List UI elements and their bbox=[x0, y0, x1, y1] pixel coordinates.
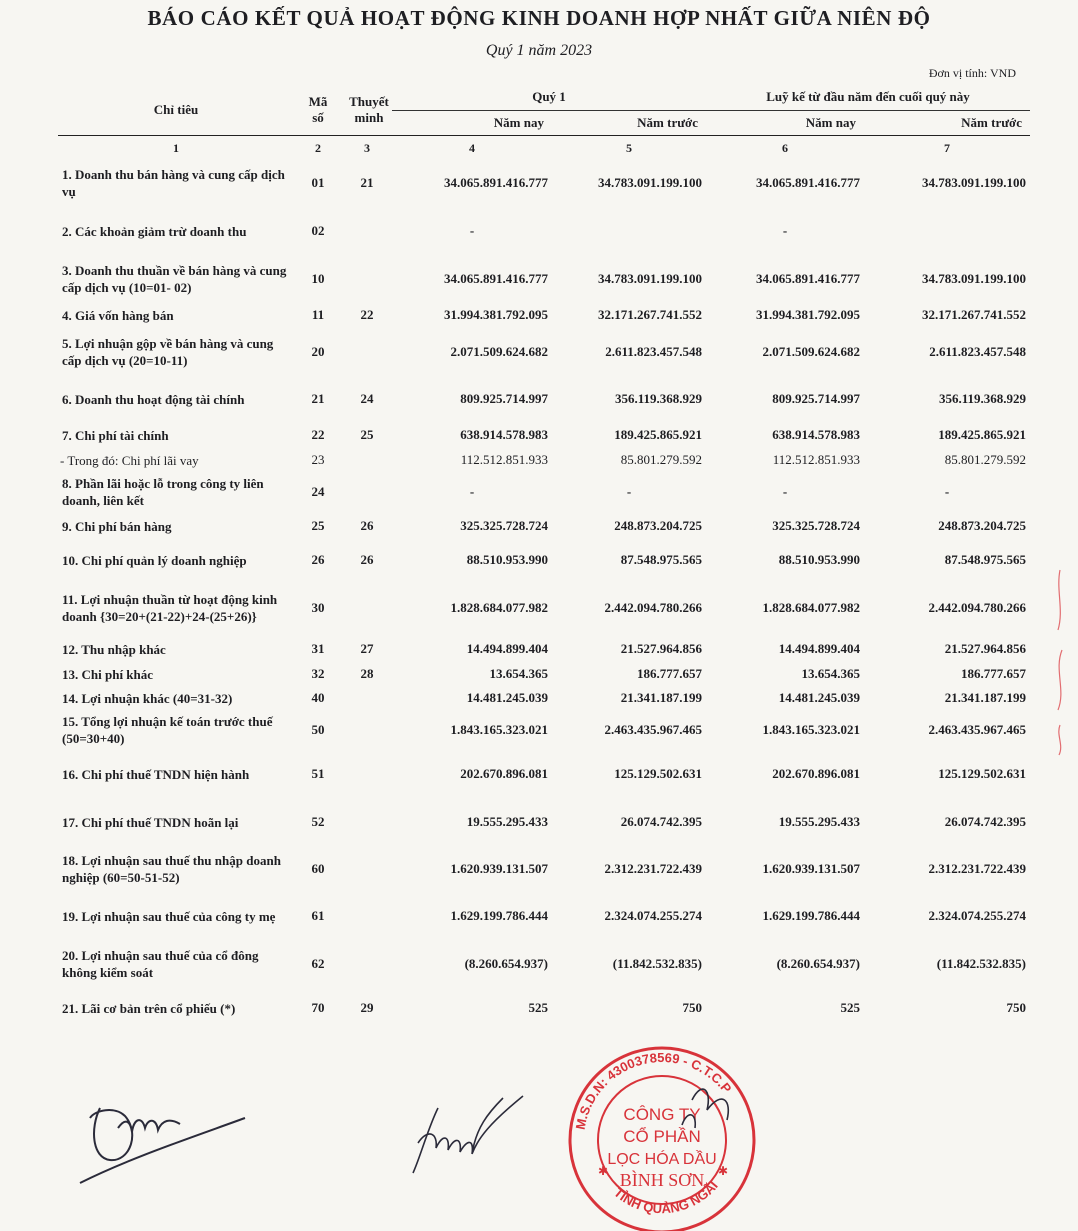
ytd-prior-year-value: 2.611.823.457.548 bbox=[929, 344, 1026, 359]
line-item-note: 28 bbox=[360, 666, 374, 681]
report-period: Quý 1 năm 2023 bbox=[485, 42, 593, 59]
margin-initials-icon bbox=[1048, 560, 1072, 760]
line-item-code: 62 bbox=[311, 956, 325, 971]
line-item-note: 26 bbox=[360, 518, 374, 533]
quarter-this-year-value: 112.512.851.933 bbox=[460, 452, 548, 467]
quarter-this-year-value: 2.071.509.624.682 bbox=[450, 344, 548, 359]
quarter-prior-year-value: 21.341.187.199 bbox=[620, 690, 702, 705]
quarter-this-year-value: 34.065.891.416.777 bbox=[444, 271, 548, 286]
line-item-note bbox=[342, 472, 392, 512]
quarter-this-year-value: - bbox=[469, 223, 475, 238]
line-item-note: 25 bbox=[360, 427, 374, 442]
line-item-code: 25 bbox=[311, 518, 325, 533]
ytd-prior-year-value: 87.548.975.565 bbox=[944, 552, 1026, 567]
line-item-label: 17. Chi phí thuế TNDN hoãn lại bbox=[62, 814, 239, 830]
line-item-label: 20. Lợi nhuận sau thuế của cổ đông không kiểm soát bbox=[62, 948, 259, 980]
line-item-code: 26 bbox=[311, 552, 325, 567]
stamp-ring-top-text: M.S.D.N: 4300378569 - C.T.C.P bbox=[572, 1049, 735, 1131]
ytd-this-year-value: 2.071.509.624.682 bbox=[762, 344, 860, 359]
line-item-code: 10 bbox=[311, 271, 325, 286]
line-item-note bbox=[342, 750, 392, 798]
line-item-label: 12. Thu nhập khác bbox=[62, 641, 166, 657]
header-quarter-prior-year: Năm trước bbox=[637, 115, 698, 130]
quarter-prior-year-value: 356.119.368.929 bbox=[614, 391, 702, 406]
quarter-this-year-value: 1.620.939.131.507 bbox=[450, 861, 548, 876]
signature-preparer-icon bbox=[70, 1088, 270, 1188]
quarter-prior-year-value: 248.873.204.725 bbox=[614, 518, 702, 533]
ytd-prior-year-value: 750 bbox=[1006, 1000, 1026, 1015]
line-item-note: 21 bbox=[360, 175, 374, 190]
quarter-prior-year-value: 34.783.091.199.100 bbox=[598, 271, 702, 286]
company-seal-icon bbox=[562, 1040, 762, 1231]
line-item-note bbox=[342, 846, 392, 892]
ytd-prior-year-value: 34.783.091.199.100 bbox=[922, 271, 1026, 286]
header-note-text: Thuyết minh bbox=[349, 93, 389, 125]
table-row bbox=[58, 448, 1030, 472]
stamp-line: CÔNG TY bbox=[623, 1105, 701, 1124]
line-item-label: - Trong đó: Chi phí lãi vay bbox=[60, 452, 199, 468]
line-item-note bbox=[342, 710, 392, 750]
line-item-code: 30 bbox=[311, 600, 325, 615]
stamp-star-icon: ✱ bbox=[598, 1164, 609, 1178]
stamp-star-icon: ✱ bbox=[718, 1164, 729, 1178]
line-item-code: 20 bbox=[311, 344, 325, 359]
header-quarter-this-year: Năm nay bbox=[493, 115, 544, 130]
quarter-prior-year-value: 2.442.094.780.266 bbox=[604, 600, 702, 615]
header-ytd-prior-year: Năm trước bbox=[961, 115, 1022, 130]
line-item-code: 32 bbox=[311, 666, 325, 681]
ytd-this-year-value: 14.481.245.039 bbox=[778, 690, 860, 705]
ytd-this-year-value: 638.914.578.983 bbox=[772, 427, 860, 442]
line-item-note bbox=[342, 206, 392, 256]
column-number: 2 bbox=[315, 140, 321, 155]
quarter-prior-year-value: 186.777.657 bbox=[637, 666, 702, 681]
quarter-prior-year-value: 189.425.865.921 bbox=[614, 427, 702, 442]
header-group-quarter: Quý 1 bbox=[392, 84, 706, 111]
ytd-prior-year-value: 26.074.742.395 bbox=[944, 814, 1026, 829]
line-item-note: 22 bbox=[360, 307, 374, 322]
quarter-this-year-value: 14.494.899.404 bbox=[466, 641, 548, 656]
line-item-label: 4. Giá vốn hàng bán bbox=[62, 307, 174, 323]
table-row bbox=[58, 540, 1030, 580]
line-item-label: 8. Phần lãi hoặc lỗ trong công ty liên doanh, liên kết bbox=[62, 476, 264, 508]
column-number: 3 bbox=[364, 140, 370, 155]
table-row bbox=[58, 710, 1030, 750]
line-item-note bbox=[342, 686, 392, 710]
line-item-code: 11 bbox=[311, 307, 325, 322]
ytd-this-year-value: 88.510.953.990 bbox=[778, 552, 860, 567]
column-number: 6 bbox=[782, 140, 788, 155]
line-item-code: 31 bbox=[311, 641, 325, 656]
ytd-prior-year-value: 21.527.964.856 bbox=[944, 641, 1026, 656]
ytd-prior-year-value bbox=[864, 206, 1030, 256]
ytd-this-year-value: 34.065.891.416.777 bbox=[756, 175, 860, 190]
line-item-label: 2. Các khoản giảm trừ doanh thu bbox=[62, 223, 247, 239]
line-item-label: 3. Doanh thu thuần về bán hàng và cung cấp dịch vụ (10=01- 02) bbox=[62, 263, 287, 295]
quarter-this-year-value: 34.065.891.416.777 bbox=[444, 175, 548, 190]
line-item-note: 26 bbox=[360, 552, 374, 567]
ytd-this-year-value: 1.843.165.323.021 bbox=[762, 722, 860, 737]
table-row bbox=[58, 636, 1030, 662]
line-item-note: 29 bbox=[360, 1000, 374, 1015]
line-item-note bbox=[342, 580, 392, 636]
line-item-code: 01 bbox=[311, 175, 325, 190]
table-row bbox=[58, 376, 1030, 422]
header-ytd-this-year: Năm nay bbox=[805, 115, 856, 130]
line-item-code: 02 bbox=[311, 223, 325, 238]
column-number-row bbox=[58, 136, 1030, 161]
ytd-prior-year-value: 248.873.204.725 bbox=[938, 518, 1026, 533]
ytd-this-year-value: 1.629.199.786.444 bbox=[762, 908, 860, 923]
ytd-this-year-value: 1.828.684.077.982 bbox=[762, 600, 860, 615]
line-item-note bbox=[342, 940, 392, 988]
header-code bbox=[294, 84, 342, 136]
ytd-this-year-value: 809.925.714.997 bbox=[772, 391, 860, 406]
line-item-label: 7. Chi phí tài chính bbox=[62, 427, 169, 443]
line-item-label: 11. Lợi nhuận thuần từ hoạt động kinh doanh {30=20+(21-22)+24-(25+26)} bbox=[62, 592, 278, 624]
quarter-prior-year-value: 750 bbox=[682, 1000, 702, 1015]
stamp-line: CỔ PHẦN bbox=[623, 1127, 701, 1146]
ytd-this-year-value: 325.325.728.724 bbox=[772, 518, 860, 533]
table-row bbox=[58, 472, 1030, 512]
table-row bbox=[58, 206, 1030, 256]
line-item-note bbox=[342, 256, 392, 302]
quarter-prior-year-value: 2.463.435.967.465 bbox=[604, 722, 702, 737]
ytd-prior-year-value: - bbox=[944, 484, 950, 499]
table-row bbox=[58, 580, 1030, 636]
quarter-this-year-value: 1.828.684.077.982 bbox=[450, 600, 548, 615]
ytd-prior-year-value: 2.442.094.780.266 bbox=[928, 600, 1026, 615]
header-group-ytd: Luỹ kế từ đầu năm đến cuối quý này bbox=[706, 84, 1030, 111]
stamp-ring-bottom-text: TỈNH QUẢNG NGÃI bbox=[611, 1178, 721, 1217]
table-row bbox=[58, 328, 1030, 376]
line-item-code: 60 bbox=[311, 861, 325, 876]
line-item-label: 18. Lợi nhuận sau thuế thu nhập doanh nghiệp (60=50-51-52) bbox=[62, 853, 281, 885]
header-item: Chỉ tiêu bbox=[153, 101, 199, 117]
signature-chief-accountant-icon bbox=[408, 1088, 528, 1183]
ytd-prior-year-value: (11.842.532.835) bbox=[936, 956, 1026, 971]
quarter-prior-year-value: 26.074.742.395 bbox=[620, 814, 702, 829]
table-row bbox=[58, 940, 1030, 988]
quarter-prior-year-value: 2.611.823.457.548 bbox=[605, 344, 702, 359]
quarter-prior-year-value: - bbox=[626, 484, 632, 499]
table-row bbox=[58, 256, 1030, 302]
line-item-label: 9. Chi phí bán hàng bbox=[62, 518, 172, 534]
column-number: 5 bbox=[626, 140, 632, 155]
ytd-this-year-value: 13.654.365 bbox=[801, 666, 860, 681]
quarter-prior-year-value: 87.548.975.565 bbox=[620, 552, 702, 567]
ytd-prior-year-value: 186.777.657 bbox=[961, 666, 1026, 681]
quarter-prior-year-value bbox=[552, 206, 706, 256]
ytd-this-year-value: 525 bbox=[840, 1000, 860, 1015]
currency-unit-label: Đơn vị tính: VND bbox=[928, 66, 1016, 80]
ytd-this-year-value: - bbox=[782, 484, 788, 499]
ytd-prior-year-value: 125.129.502.631 bbox=[938, 766, 1026, 781]
ytd-this-year-value: 112.512.851.933 bbox=[772, 452, 860, 467]
quarter-prior-year-value: 2.324.074.255.274 bbox=[604, 908, 702, 923]
line-item-code: 21 bbox=[311, 391, 325, 406]
ytd-prior-year-value: 32.171.267.741.552 bbox=[922, 307, 1026, 322]
table-row bbox=[58, 750, 1030, 798]
ytd-this-year-value: 19.555.295.433 bbox=[778, 814, 860, 829]
ytd-this-year-value: 14.494.899.404 bbox=[778, 641, 860, 656]
table-row bbox=[58, 160, 1030, 206]
line-item-code: 50 bbox=[311, 722, 325, 737]
quarter-this-year-value: 14.481.245.039 bbox=[466, 690, 548, 705]
page-title: BÁO CÁO KẾT QUẢ HOẠT ĐỘNG KINH DOANH HỢP NHẤT GIỮA NIÊN ĐỘ bbox=[147, 6, 931, 30]
table-row bbox=[58, 422, 1030, 448]
stamp-line: BÌNH SƠN bbox=[619, 1170, 705, 1190]
ytd-prior-year-value: 2.324.074.255.274 bbox=[928, 908, 1026, 923]
line-item-code: 40 bbox=[311, 690, 325, 705]
quarter-prior-year-value: 85.801.279.592 bbox=[620, 452, 702, 467]
quarter-prior-year-value: 2.312.231.722.439 bbox=[604, 861, 702, 876]
table-row bbox=[58, 798, 1030, 846]
quarter-this-year-value: 638.914.578.983 bbox=[460, 427, 548, 442]
ytd-prior-year-value: 189.425.865.921 bbox=[938, 427, 1026, 442]
quarter-this-year-value: - bbox=[469, 484, 475, 499]
quarter-this-year-value: 88.510.953.990 bbox=[466, 552, 548, 567]
quarter-this-year-value: 19.555.295.433 bbox=[466, 814, 548, 829]
line-item-label: 15. Tổng lợi nhuận kế toán trước thuế (50=30+40) bbox=[62, 714, 273, 746]
line-item-note bbox=[342, 328, 392, 376]
quarter-this-year-value: 202.670.896.081 bbox=[460, 766, 548, 781]
table-row bbox=[58, 988, 1030, 1028]
quarter-this-year-value: 1.843.165.323.021 bbox=[450, 722, 548, 737]
header-note bbox=[342, 84, 392, 136]
line-item-label: 21. Lãi cơ bản trên cổ phiếu (*) bbox=[62, 1000, 236, 1016]
line-item-code: 70 bbox=[311, 1000, 325, 1015]
quarter-this-year-value: 525 bbox=[528, 1000, 548, 1015]
line-item-note: 24 bbox=[360, 391, 374, 406]
ytd-prior-year-value: 2.312.231.722.439 bbox=[928, 861, 1026, 876]
ytd-prior-year-value: 2.463.435.967.465 bbox=[928, 722, 1026, 737]
line-item-code: 24 bbox=[311, 484, 325, 499]
line-item-note bbox=[342, 892, 392, 940]
line-item-label: 14. Lợi nhuận khác (40=31-32) bbox=[62, 690, 233, 706]
ytd-this-year-value: 34.065.891.416.777 bbox=[756, 271, 860, 286]
table-row bbox=[58, 846, 1030, 892]
table-row bbox=[58, 512, 1030, 540]
table-row bbox=[58, 302, 1030, 328]
column-number: 4 bbox=[469, 140, 475, 155]
table-row bbox=[58, 662, 1030, 686]
stamp-line: LỌC HÓA DẦU bbox=[607, 1151, 717, 1168]
ytd-this-year-value: 31.994.381.792.095 bbox=[756, 307, 860, 322]
header-code-text: Mã số bbox=[308, 93, 328, 125]
quarter-this-year-value: 1.629.199.786.444 bbox=[450, 908, 548, 923]
line-item-label: 13. Chi phí khác bbox=[62, 666, 154, 682]
line-item-label: 10. Chi phí quản lý doanh nghiệp bbox=[62, 552, 247, 568]
quarter-this-year-value: 31.994.381.792.095 bbox=[444, 307, 548, 322]
line-item-label: 16. Chi phí thuế TNDN hiện hành bbox=[62, 766, 250, 782]
line-item-label: 6. Doanh thu hoạt động tài chính bbox=[62, 391, 245, 407]
line-item-note bbox=[342, 798, 392, 846]
quarter-this-year-value: 13.654.365 bbox=[489, 666, 548, 681]
quarter-prior-year-value: 21.527.964.856 bbox=[620, 641, 702, 656]
ytd-this-year-value: (8.260.654.937) bbox=[776, 956, 860, 971]
line-item-code: 51 bbox=[311, 766, 325, 781]
table-row bbox=[58, 892, 1030, 940]
line-item-code: 22 bbox=[311, 427, 325, 442]
quarter-prior-year-value: 125.129.502.631 bbox=[614, 766, 702, 781]
column-number: 1 bbox=[173, 140, 179, 155]
quarter-this-year-value: 325.325.728.724 bbox=[460, 518, 548, 533]
ytd-prior-year-value: 21.341.187.199 bbox=[944, 690, 1026, 705]
quarter-this-year-value: (8.260.654.937) bbox=[464, 956, 548, 971]
ytd-this-year-value: 202.670.896.081 bbox=[772, 766, 860, 781]
ytd-prior-year-value: 356.119.368.929 bbox=[938, 391, 1026, 406]
table-row bbox=[58, 686, 1030, 710]
quarter-prior-year-value: 32.171.267.741.552 bbox=[598, 307, 702, 322]
line-item-label: 5. Lợi nhuận gộp về bán hàng và cung cấp dịch vụ (20=10-11) bbox=[62, 336, 274, 368]
line-item-note bbox=[342, 448, 392, 472]
quarter-prior-year-value: (11.842.532.835) bbox=[612, 956, 702, 971]
quarter-this-year-value: 809.925.714.997 bbox=[460, 391, 548, 406]
quarter-prior-year-value: 34.783.091.199.100 bbox=[598, 175, 702, 190]
line-item-label: 19. Lợi nhuận sau thuế của công ty mẹ bbox=[62, 908, 276, 924]
ytd-this-year-value: 1.620.939.131.507 bbox=[762, 861, 860, 876]
ytd-prior-year-value: 34.783.091.199.100 bbox=[922, 175, 1026, 190]
income-statement-table bbox=[58, 84, 1030, 1028]
line-item-code: 61 bbox=[311, 908, 325, 923]
line-item-code: 23 bbox=[311, 452, 325, 467]
ytd-prior-year-value: 85.801.279.592 bbox=[944, 452, 1026, 467]
line-item-note: 27 bbox=[360, 641, 374, 656]
column-number: 7 bbox=[944, 140, 950, 155]
ytd-this-year-value: - bbox=[782, 223, 788, 238]
line-item-code: 52 bbox=[311, 814, 325, 829]
line-item-label: 1. Doanh thu bán hàng và cung cấp dịch vụ bbox=[62, 167, 285, 199]
